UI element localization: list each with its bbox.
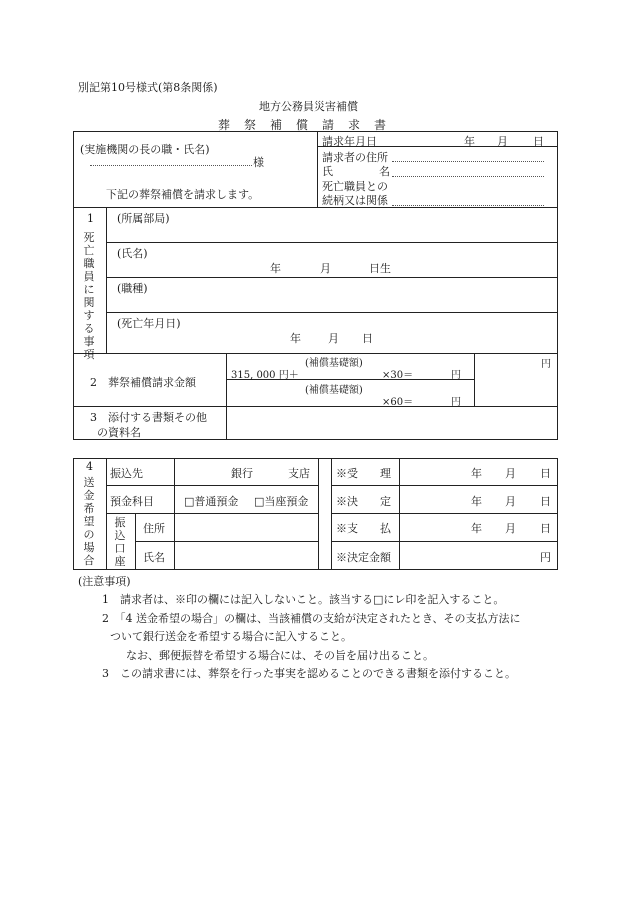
note-2-line-3: なお、郵便振替を希望する場合には、その旨を届け出ること。	[126, 649, 434, 662]
received-day: 日	[540, 467, 551, 480]
notes-title: (注意事項)	[78, 575, 131, 588]
office-decided-label: ※決 定	[336, 495, 391, 508]
decided-day: 日	[540, 495, 551, 508]
requester-address-line	[392, 161, 544, 162]
transfer-to-label: 振込先	[110, 467, 143, 480]
job-label: (職種)	[117, 282, 148, 295]
note-2-line-1: 2 「4 送金希望の場合」の欄は、当該補償の支給が決定されたとき、その支払方法に	[102, 612, 521, 625]
section2-label: 2 葬祭補償請求金額	[90, 376, 196, 389]
section4-number: 4	[86, 460, 93, 473]
paid-day: 日	[540, 522, 551, 535]
branch-label: 支店	[288, 467, 310, 480]
form-number: 別記第10号様式(第8条関係)	[78, 81, 218, 94]
account-vertical-label: 振 込 口 座	[114, 516, 126, 568]
multiplier-30: ×30＝	[382, 370, 414, 381]
account-name-label: 氏名	[143, 551, 165, 564]
section3-label-2: の資料名	[97, 426, 141, 439]
bank-label: 銀行	[231, 467, 253, 480]
head-name-line	[90, 165, 252, 166]
head-title-label: (実施機関の長の職・氏名)	[80, 143, 210, 156]
received-year: 年	[471, 467, 482, 480]
request-date-day: 日	[533, 135, 544, 148]
request-date-year: 年	[464, 135, 475, 148]
form-title: 葬 祭 補 償 請 求 書	[218, 118, 388, 132]
decided-amount-yen: 円	[540, 551, 551, 564]
request-date-month: 月	[497, 135, 508, 148]
sama-label: 様	[253, 156, 264, 169]
birth-month: 月	[320, 262, 331, 275]
decided-month: 月	[505, 495, 516, 508]
account-address-label: 住所	[143, 522, 165, 535]
yen-row-2: 円	[451, 397, 461, 408]
note-2-line-2: ついて銀行送金を希望する場合に記入すること。	[110, 630, 352, 643]
org-title: 地方公務員災害補償	[259, 100, 358, 113]
relation-line	[392, 205, 544, 206]
paid-month: 月	[505, 522, 516, 535]
note-3: 3 この請求書には、葬祭を行った事実を認めることのできる書類を添付すること。	[102, 667, 516, 680]
death-month: 月	[328, 332, 339, 345]
death-day: 日	[362, 332, 373, 345]
dept-label: (所属部局)	[117, 212, 170, 225]
requester-name-line	[392, 176, 544, 177]
requester-name-label-1: 氏	[322, 165, 333, 178]
deceased-name-label: (氏名)	[117, 247, 148, 260]
base-amount-fixed: 315, 000 円＋	[231, 370, 299, 381]
deposit-type-label: 預金科目	[110, 495, 154, 508]
note-1: 1 請求者は、※印の欄には記入しないこと。該当する□にレ印を記入すること。	[102, 593, 505, 606]
section3-label-1: 3 添付する書類その他	[90, 411, 207, 424]
death-date-label: (死亡年月日)	[117, 317, 181, 330]
office-paid-label: ※支 払	[336, 522, 391, 535]
total-yen: 円	[541, 359, 551, 370]
birth-year: 年	[270, 262, 281, 275]
request-date-label: 請求年月日	[322, 135, 377, 148]
yen-row-1: 円	[451, 370, 461, 381]
multiplier-60: ×60＝	[382, 397, 414, 408]
relation-label-2: 続柄又は関係	[322, 194, 388, 207]
base-amount-label-1: (補償基礎額)	[305, 358, 363, 369]
request-text: 下記の葬祭補償を請求します。	[106, 188, 260, 201]
office-received-label: ※受 理	[336, 467, 391, 480]
decided-year: 年	[471, 495, 482, 508]
section4-vertical-label: 送 金 希 望 の 場 合	[83, 476, 95, 567]
checkbox-current-deposit[interactable]: □当座預金	[254, 495, 309, 508]
received-month: 月	[505, 467, 516, 480]
requester-name-label-2: 名	[379, 165, 390, 178]
birth-day: 日生	[369, 262, 391, 275]
base-amount-label-2: (補償基礎額)	[305, 385, 363, 396]
paid-year: 年	[471, 522, 482, 535]
relation-label-1: 死亡職員との	[322, 180, 388, 193]
death-year: 年	[290, 332, 301, 345]
section1-number: 1	[87, 212, 94, 225]
office-amount-label: ※決定金額	[336, 551, 391, 564]
requester-address-label: 請求者の住所	[322, 151, 388, 164]
checkbox-ordinary-deposit[interactable]: □普通預金	[184, 495, 239, 508]
section1-vertical-label: 死 亡 職 員 に 関 す る 事 項	[83, 231, 95, 361]
